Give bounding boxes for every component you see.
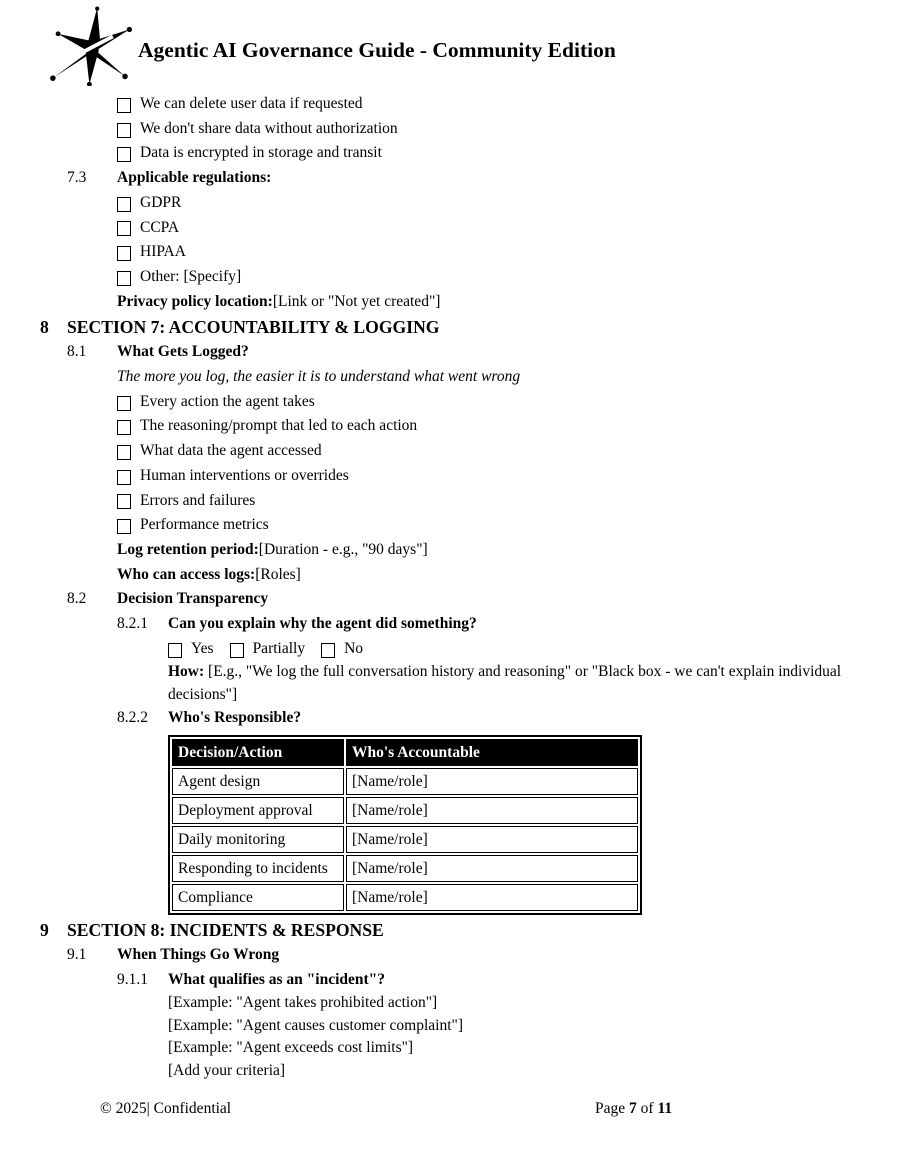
- item-number: 8.2.2: [117, 709, 148, 727]
- field-value: [Duration - e.g., "90 days"]: [258, 540, 428, 558]
- page-number: Page 7 of 11: [595, 1100, 673, 1117]
- checkbox-icon: [117, 396, 131, 411]
- checklist-item: What data the agent accessed: [117, 439, 906, 464]
- field-value: [Roles]: [255, 565, 301, 583]
- table-header-row: [172, 739, 638, 766]
- table-row: [172, 797, 638, 824]
- field-label: Log retention period:: [117, 540, 259, 558]
- subsection-heading: 7.3 Applicable regulations:: [40, 166, 906, 191]
- subsubsection-heading: 8.2.1 Can you explain why the agent did something?: [40, 612, 906, 637]
- table-cell: [Name/role]: [346, 826, 638, 853]
- checklist-item: CCPA: [117, 216, 906, 241]
- option-no: No: [321, 637, 363, 662]
- section-number: 8: [40, 317, 49, 338]
- example-line: [Example: "Agent causes customer complaint"]: [168, 1016, 464, 1034]
- subsection-heading: 8.1 What Gets Logged?: [40, 340, 906, 365]
- item-number: 8.1: [67, 343, 87, 361]
- checkbox-icon: [117, 519, 131, 534]
- checkbox-icon: [117, 271, 131, 286]
- page-title: Agentic AI Governance Guide - Community Edition: [138, 38, 616, 62]
- option-row: [168, 637, 906, 662]
- checkbox-icon: [117, 147, 131, 162]
- checklist-item: GDPR: [117, 191, 906, 216]
- star-logo-icon: [48, 6, 136, 86]
- table-row: [172, 768, 638, 795]
- checkbox-icon: [168, 643, 182, 658]
- table-cell: Compliance: [172, 884, 344, 911]
- field-line: [117, 563, 906, 588]
- field-line: [117, 290, 906, 315]
- page-footer: [0, 1100, 906, 1126]
- table-row: [172, 826, 638, 853]
- field-value: [E.g., "We log the full conversation history and reasoning" or "Black box - we can't explain individual decisions"]: [168, 663, 842, 703]
- subsubsection-heading: 8.2.2 Who's Responsible?: [40, 706, 906, 731]
- responsibility-table: [168, 735, 642, 915]
- subsection-heading: 9.1 When Things Go Wrong: [40, 943, 906, 968]
- table-row: [172, 855, 638, 882]
- checklist-item: We can delete user data if requested: [117, 92, 906, 117]
- option-yes: Yes: [168, 637, 214, 662]
- subsubsection-heading: 9.1.1 What qualifies as an "incident"?: [40, 968, 906, 993]
- field-line: [168, 661, 858, 706]
- item-number: 8.2.1: [117, 615, 148, 633]
- item-number: 9.1: [67, 945, 87, 963]
- document-header: [0, 0, 906, 92]
- checkbox-icon: [117, 221, 131, 236]
- table-header-cell: Who's Accountable: [346, 739, 638, 766]
- table-cell: Deployment approval: [172, 797, 344, 824]
- checkbox-icon: [117, 197, 131, 212]
- copyright-text: © 2025| Confidential: [100, 1100, 232, 1117]
- section-heading: 9 SECTION 8: INCIDENTS & RESPONSE: [40, 917, 906, 943]
- example-line: [Add your criteria]: [168, 1061, 286, 1079]
- section-number: 9: [40, 919, 49, 940]
- checklist-item: The reasoning/prompt that led to each action: [117, 414, 906, 439]
- checkbox-icon: [117, 494, 131, 509]
- checklist-item: Every action the agent takes: [117, 390, 906, 415]
- checklist-item: Human interventions or overrides: [117, 464, 906, 489]
- table-cell: [Name/role]: [346, 797, 638, 824]
- table-cell: Agent design: [172, 768, 344, 795]
- table-cell: Responding to incidents: [172, 855, 344, 882]
- option-partially: Partially: [230, 637, 306, 662]
- item-number: 8.2: [67, 590, 87, 608]
- example-line: [Example: "Agent takes prohibited action"]: [168, 994, 438, 1012]
- table-row: [172, 884, 638, 911]
- section-heading: 8 SECTION 7: ACCOUNTABILITY & LOGGING: [40, 314, 906, 340]
- field-line: [117, 538, 906, 563]
- checklist-item: We don't share data without authorization: [117, 117, 906, 142]
- checkbox-icon: [321, 643, 335, 658]
- field-label: How:: [168, 663, 205, 681]
- subsection-heading: 8.2 Decision Transparency: [40, 587, 906, 612]
- table-header-cell: Decision/Action: [172, 739, 344, 766]
- table-cell: [Name/role]: [346, 768, 638, 795]
- checklist-item: Performance metrics: [117, 513, 906, 538]
- checklist-item: Other: [Specify]: [117, 265, 906, 290]
- checkbox-icon: [117, 445, 131, 460]
- checklist-item: Errors and failures: [117, 489, 906, 514]
- item-number: 9.1.1: [117, 970, 148, 988]
- field-value: [Link or "Not yet created"]: [272, 292, 441, 310]
- checklist-item: Data is encrypted in storage and transit: [117, 141, 906, 166]
- item-number: 7.3: [67, 169, 87, 187]
- field-label: Privacy policy location:: [117, 292, 273, 310]
- table-cell: Daily monitoring: [172, 826, 344, 853]
- table-cell: [Name/role]: [346, 884, 638, 911]
- example-line: [Example: "Agent exceeds cost limits"]: [168, 1039, 414, 1057]
- checkbox-icon: [117, 246, 131, 261]
- document-body: [40, 92, 906, 1082]
- field-label: Who can access logs:: [117, 565, 256, 583]
- checkbox-icon: [117, 123, 131, 138]
- table-cell: [Name/role]: [346, 855, 638, 882]
- checkbox-icon: [230, 643, 244, 658]
- checkbox-icon: [117, 470, 131, 485]
- checkbox-icon: [117, 420, 131, 435]
- note-text: The more you log, the easier it is to understand what went wrong: [117, 368, 521, 386]
- checkbox-icon: [117, 98, 131, 113]
- checklist-item: HIPAA: [117, 240, 906, 265]
